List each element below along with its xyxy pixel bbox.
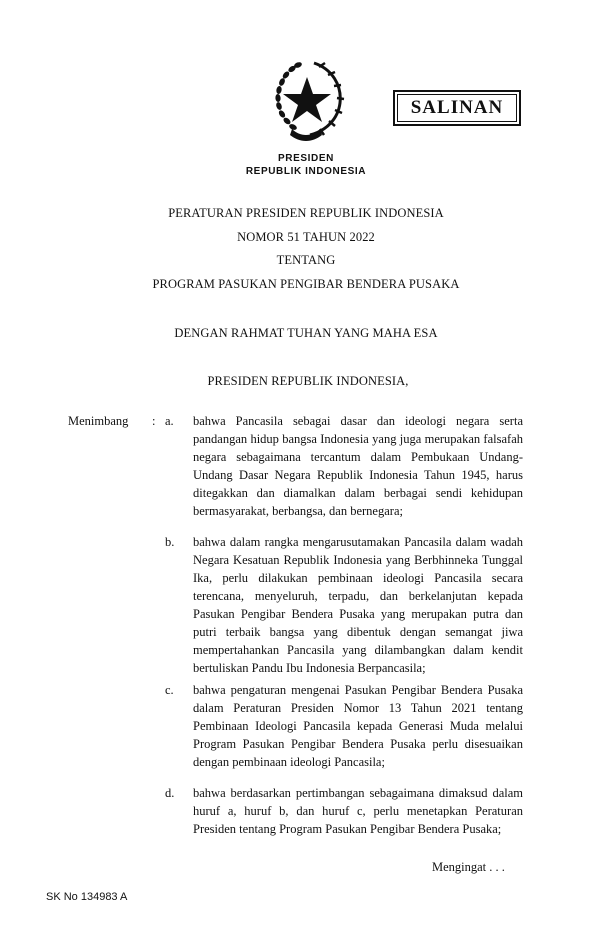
menimbang-colon: :	[152, 414, 156, 428]
regulation-tentang: TENTANG	[276, 253, 336, 267]
presidential-emblem-icon	[262, 55, 350, 143]
regulation-number: NOMOR 51 TAHUN 2022	[237, 230, 375, 244]
regulation-title: PERATURAN PRESIDEN REPUBLIK INDONESIA	[168, 206, 444, 220]
preamble-presiden: PRESIDEN REPUBLIK INDONESIA,	[207, 374, 409, 388]
regulation-subject: PROGRAM PASUKAN PENGIBAR BENDERA PUSAKA	[152, 277, 460, 291]
menimbang-item-a-letter: a.	[165, 414, 174, 428]
sk-number: SK No 134983 A	[46, 891, 128, 903]
menimbang-item-c-letter: c.	[165, 683, 174, 697]
menimbang-label: Menimbang	[68, 414, 129, 428]
header-presiden: PRESIDEN	[278, 153, 334, 164]
menimbang-item-d-text: bahwa berdasarkan pertimbangan sebagaimana dimaksud dalam huruf a, huruf b, dan huruf c, perlu menetapkan Peraturan Presiden tentang Program Pasukan Pengibar Bendera Pusaka;	[193, 786, 523, 836]
menimbang-item-c-text: bahwa pengaturan mengenai Pasukan Pengibar Bendera Pusaka dalam Peraturan Presiden Nomor 13 Tahun 2021 tentang Pembinaan Ideologi Pancasila kepada Generasi Muda melalui Program Pasukan Pengibar Bendera Pusaka perlu disesuaikan dengan pembinaan ideologi Pancasila;	[193, 683, 523, 769]
header-republik-indonesia: REPUBLIK INDONESIA	[245, 166, 367, 177]
menimbang-item-b-letter: b.	[165, 535, 175, 549]
menimbang-item-b-text: bahwa dalam rangka mengarusutamakan Pancasila dalam wadah Negara Kesatuan Republik Indonesia yang Berbhinneka Tunggal Ika, perlu dilakukan pembinaan ideologi Pancasila secara terencana, menyeluruh, terpadu, dan berkelanjutan kepada Pasukan Pengibar Bendera Pusaka yang merupakan putra dan putri terbaik bangsa yang dibentuk dengan semangat jiwa mempertahankan Pancasila yang dilambangkan dalam kendit bertuliskan Pandu Ibu Indonesia Berpancasila;	[193, 535, 523, 675]
salinan-label: SALINAN	[397, 94, 517, 122]
preamble-rahmat: DENGAN RAHMAT TUHAN YANG MAHA ESA	[174, 326, 438, 340]
next-page-catchword: Mengingat . . .	[432, 860, 505, 874]
menimbang-item-a-text: bahwa Pancasila sebagai dasar dan ideologi negara serta pandangan hidup bangsa Indonesia yang juga merupakan falsafah negara sebagaimana tercantum dalam Pembukaan Undang-Undang Dasar Negara Republik Indonesia Tahun 1945, harus ditegakkan dan diamalkan dalam berbagai sendi kehidupan bermasyarakat, berbangsa, dan bernegara;	[193, 414, 523, 518]
salinan-stamp	[393, 90, 521, 126]
menimbang-item-d-letter: d.	[165, 786, 175, 800]
